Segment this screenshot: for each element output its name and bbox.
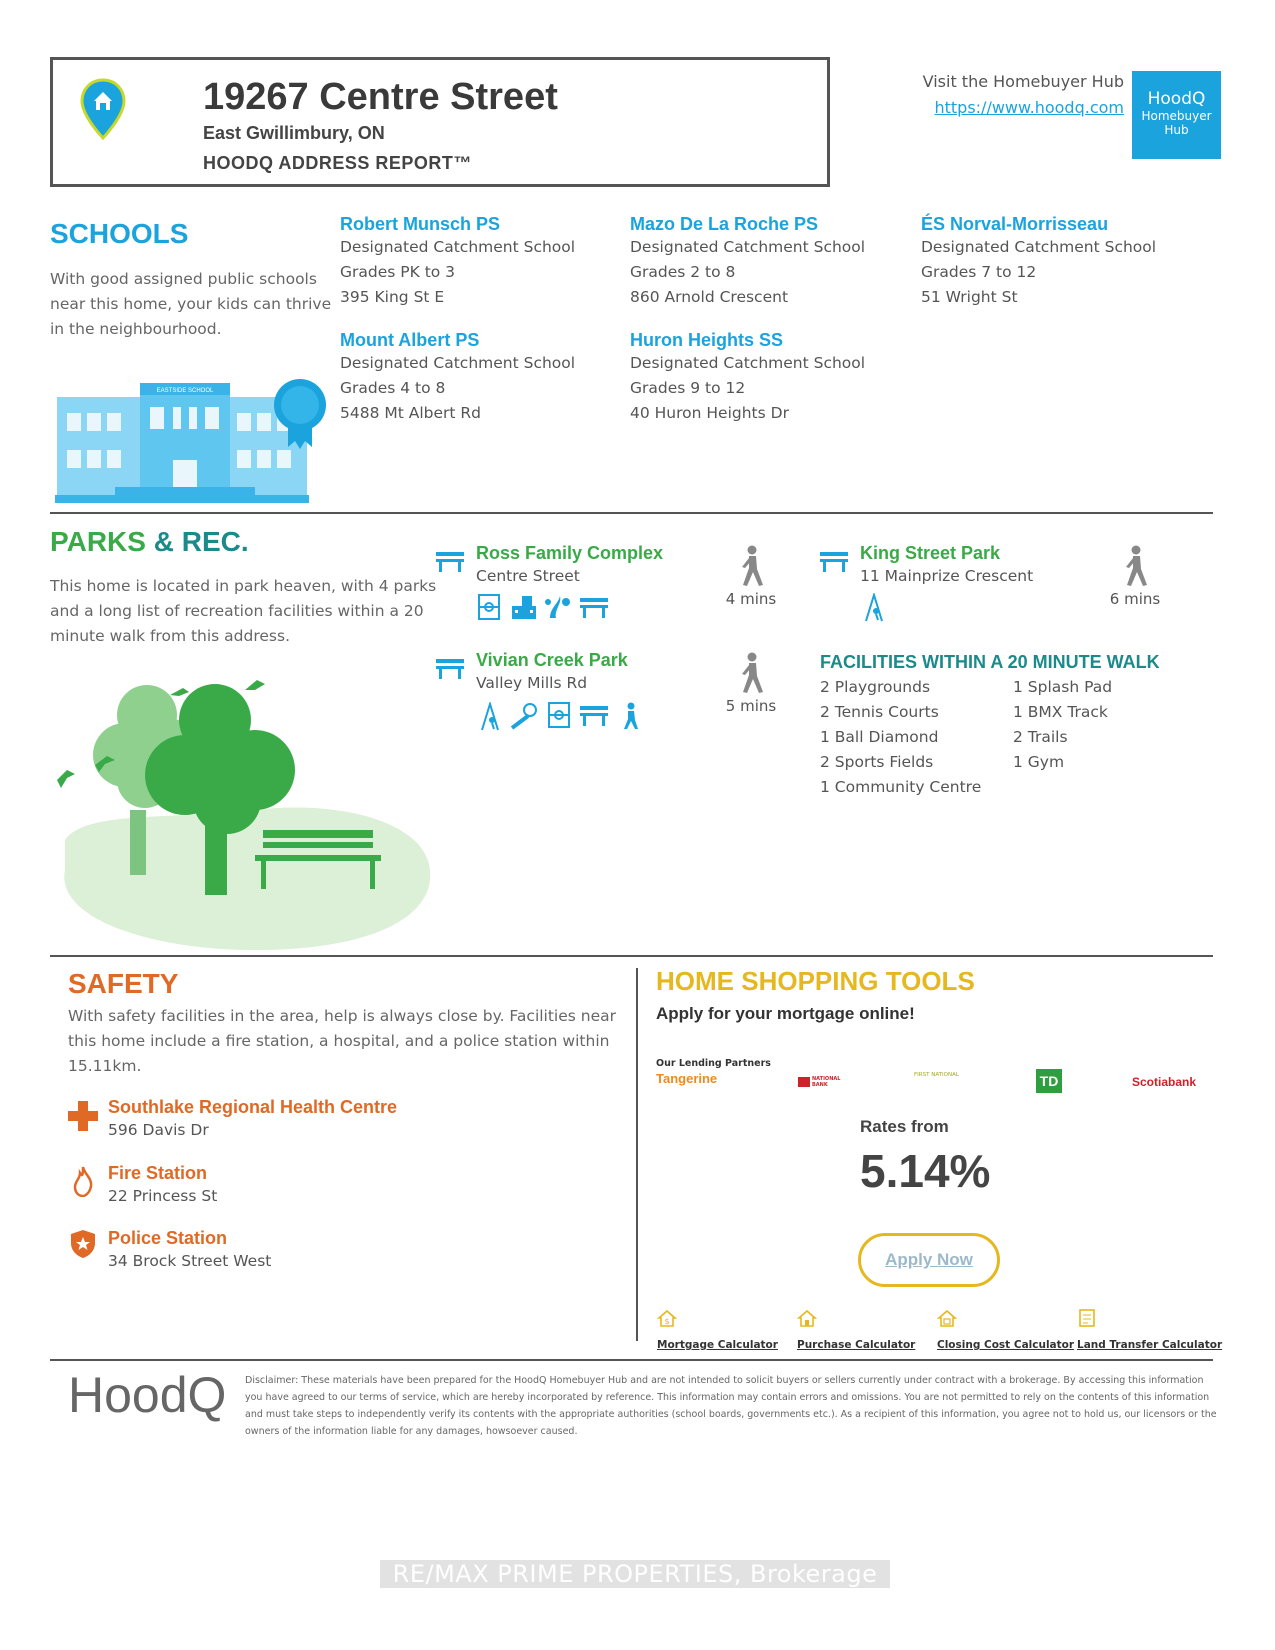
mortgage-calculator-icon <box>657 1308 677 1328</box>
partner-scotiabank-logo[interactable]: Scotiabank <box>1132 1075 1197 1089</box>
rates-label: Rates from <box>860 1117 949 1136</box>
section-divider <box>50 512 1213 514</box>
fire-icon <box>72 1165 94 1197</box>
facility-item: 2 Tennis Courts <box>820 703 939 721</box>
partner-national-bank-logo[interactable] <box>798 1075 846 1089</box>
school-sign: EASTSIDE SCHOOL <box>156 388 214 394</box>
school-name: Mazo De La Roche PS <box>630 214 819 234</box>
parks-intro: This home is located in park heaven, with 4 parks and a long list of recreation facilities within a 20 minute walk from this address. <box>50 577 437 645</box>
closing-cost-calculator-link[interactable]: Closing Cost Calculator <box>937 1339 1075 1351</box>
school-type: Designated Catchment School <box>340 238 576 256</box>
school-name: Huron Heights SS <box>630 330 784 350</box>
school-name: ÉS Norval-Morrisseau <box>921 214 1109 234</box>
picnic-table-icon <box>580 596 608 618</box>
park-illustration <box>55 670 435 955</box>
school-type: Designated Catchment School <box>630 238 866 256</box>
schools-title: SCHOOLS <box>50 218 189 249</box>
safety-name: Police Station <box>108 1228 228 1248</box>
soccer-field-icon <box>478 594 500 620</box>
apply-now-button[interactable]: Apply Now <box>858 1233 1000 1287</box>
parks-title-a: PARKS <box>50 526 146 557</box>
facilities-col1 <box>820 675 1010 800</box>
park-street: Centre Street <box>476 567 580 585</box>
school-type: Designated Catchment School <box>630 354 866 372</box>
school-card[interactable] <box>630 214 910 310</box>
safety-item[interactable] <box>108 1097 397 1143</box>
rate-value: 5.14% <box>860 1145 991 1197</box>
walk-time: 4 mins <box>725 590 777 608</box>
mortgage-calculator-link[interactable]: Mortgage Calculator <box>657 1339 778 1351</box>
school-name: Robert Munsch PS <box>340 214 501 234</box>
safety-address: 596 Davis Dr <box>108 1121 209 1139</box>
hub-link[interactable]: https://www.hoodq.com <box>934 98 1124 117</box>
disclaimer-text: Disclaimer: These materials have been prepared for the HoodQ Homebuyer Hub and are not intended to solicit buyers or sellers currently under contract with a brokerage. By accessing this information you have agreed to our terms of service, which are hereby incorporated by reference. This information may contain errors and omissions. You are not permitted to rely on the contents of this information and must take steps to independently verify its contents with the appropriate authorities (school boards, governments etc.). As a recipient of this information, you agree not to hold us, our licensors or the owners of the information liable for any damages, howsoever caused. <box>245 1375 1217 1437</box>
school-type: Designated Catchment School <box>340 354 576 372</box>
school-address: 5488 Mt Albert Rd <box>340 404 482 422</box>
school-type: Designated Catchment School <box>921 238 1157 256</box>
playground-icon <box>478 702 502 732</box>
park-street: 11 Mainprize Crescent <box>860 567 1034 585</box>
land-transfer-calculator-icon <box>1077 1308 1097 1328</box>
school-card[interactable] <box>921 214 1201 310</box>
school-card[interactable] <box>340 330 620 426</box>
park-street: Valley Mills Rd <box>476 674 588 692</box>
report-label: HOODQ ADDRESS REPORT™ <box>203 153 472 173</box>
land-transfer-calculator-link[interactable]: Land Transfer Calculator <box>1077 1339 1223 1351</box>
safety-item[interactable] <box>108 1163 217 1209</box>
hub-badge[interactable] <box>1132 71 1221 159</box>
park-card[interactable] <box>476 543 663 589</box>
badge-line2: Homebuyer <box>1141 109 1212 123</box>
parks-title <box>50 526 249 558</box>
safety-item[interactable] <box>108 1228 271 1274</box>
partner-first-national-logo[interactable]: FIRST NATIONAL <box>914 1072 959 1078</box>
baseball-icon <box>510 702 540 730</box>
park-card[interactable] <box>476 650 628 696</box>
school-building-illustration <box>55 375 330 505</box>
school-grades: Grades 4 to 8 <box>340 379 446 397</box>
facility-item: 1 Gym <box>1013 753 1065 771</box>
brokerage-watermark: RE/MAX PRIME PROPERTIES, Brokerage <box>380 1560 890 1588</box>
school-address: 40 Huron Heights Dr <box>630 404 789 422</box>
park-amenity-icons <box>476 592 626 622</box>
arena-icon <box>510 594 538 620</box>
picnic-table-icon <box>436 657 464 679</box>
facilities-col2 <box>1013 675 1203 775</box>
school-name: Mount Albert PS <box>340 330 480 350</box>
parks-title-b: & REC. <box>153 526 249 557</box>
column-divider <box>636 968 638 1341</box>
tools-subtitle: Apply for your mortgage online! <box>656 1004 915 1023</box>
safety-title: SAFETY <box>68 968 179 999</box>
school-card[interactable] <box>340 214 620 310</box>
splash-pad-icon <box>544 594 572 620</box>
school-address: 51 Wright St <box>921 288 1018 306</box>
facility-item: 2 Sports Fields <box>820 753 934 771</box>
picnic-table-icon <box>436 550 464 572</box>
purchase-calculator-link[interactable]: Purchase Calculator <box>797 1339 916 1351</box>
hospital-cross-icon <box>68 1101 98 1131</box>
park-card[interactable] <box>860 543 1033 589</box>
safety-address: 34 Brock Street West <box>108 1252 272 1270</box>
facility-item: 1 BMX Track <box>1013 703 1108 721</box>
purchase-calculator-icon <box>797 1308 817 1328</box>
hub-visit-text: Visit the Homebuyer Hub <box>922 72 1124 91</box>
soccer-field-icon <box>548 702 570 728</box>
address-city: East Gwillimbury, ON <box>203 123 385 143</box>
footer-divider <box>50 1359 1213 1361</box>
school-grades: Grades PK to 3 <box>340 263 456 281</box>
safety-name: Fire Station <box>108 1163 208 1183</box>
walking-person-icon <box>737 545 765 587</box>
svg-text:$: $ <box>664 1317 670 1326</box>
walk-time: 5 mins <box>725 697 777 715</box>
schools-intro: With good assigned public schools near this home, your kids can thrive in the neighbourhood. <box>50 270 332 338</box>
trail-icon <box>620 702 640 730</box>
police-badge-icon <box>70 1229 96 1259</box>
closing-cost-calculator-icon <box>937 1308 957 1328</box>
badge-line3: Hub <box>1164 123 1189 137</box>
partner-name: NATIONAL BANK <box>812 1076 841 1088</box>
park-name: Vivian Creek Park <box>476 650 628 670</box>
facility-item: 2 Trails <box>1013 728 1068 746</box>
safety-intro: With safety facilities in the area, help is always close by. Facilities near this home include a fire station, a hospital, and a police station within 15.11km. <box>68 1007 617 1075</box>
section-divider <box>50 955 1213 957</box>
school-grades: Grades 2 to 8 <box>630 263 736 281</box>
partner-td-logo[interactable]: TD <box>1036 1069 1062 1093</box>
hoodq-logo: HoodQ <box>68 1367 227 1423</box>
park-name: Ross Family Complex <box>476 543 664 563</box>
safety-address: 22 Princess St <box>108 1187 218 1205</box>
facility-item: 1 Ball Diamond <box>820 728 939 746</box>
facility-item: 1 Community Centre <box>820 778 982 796</box>
school-grades: Grades 7 to 12 <box>921 263 1037 281</box>
walking-person-icon <box>737 652 765 694</box>
facility-item: 2 Playgrounds <box>820 678 931 696</box>
playground-icon <box>862 593 886 623</box>
facilities-title: FACILITIES WITHIN A 20 MINUTE WALK <box>820 652 1160 672</box>
school-address: 860 Arnold Crescent <box>630 288 789 306</box>
walk-time: 6 mins <box>1109 590 1161 608</box>
park-name: King Street Park <box>860 543 1001 563</box>
badge-line1: HoodQ <box>1147 89 1206 109</box>
school-grades: Grades 9 to 12 <box>630 379 746 397</box>
walking-person-icon <box>1121 545 1149 587</box>
partners-label: Our Lending Partners <box>656 1058 771 1069</box>
facility-item: 1 Splash Pad <box>1013 678 1113 696</box>
safety-name: Southlake Regional Health Centre <box>108 1097 398 1117</box>
picnic-table-icon <box>580 704 608 726</box>
school-address: 395 King St E <box>340 288 445 306</box>
home-pin-icon <box>80 78 126 140</box>
address-title: 19267 Centre Street <box>203 76 558 118</box>
picnic-table-icon <box>820 550 848 572</box>
partner-tangerine-logo[interactable]: Tangerine <box>656 1071 718 1086</box>
school-card[interactable] <box>630 330 910 426</box>
park-amenity-icons <box>476 700 646 732</box>
tools-title: HOME SHOPPING TOOLS <box>656 966 975 996</box>
